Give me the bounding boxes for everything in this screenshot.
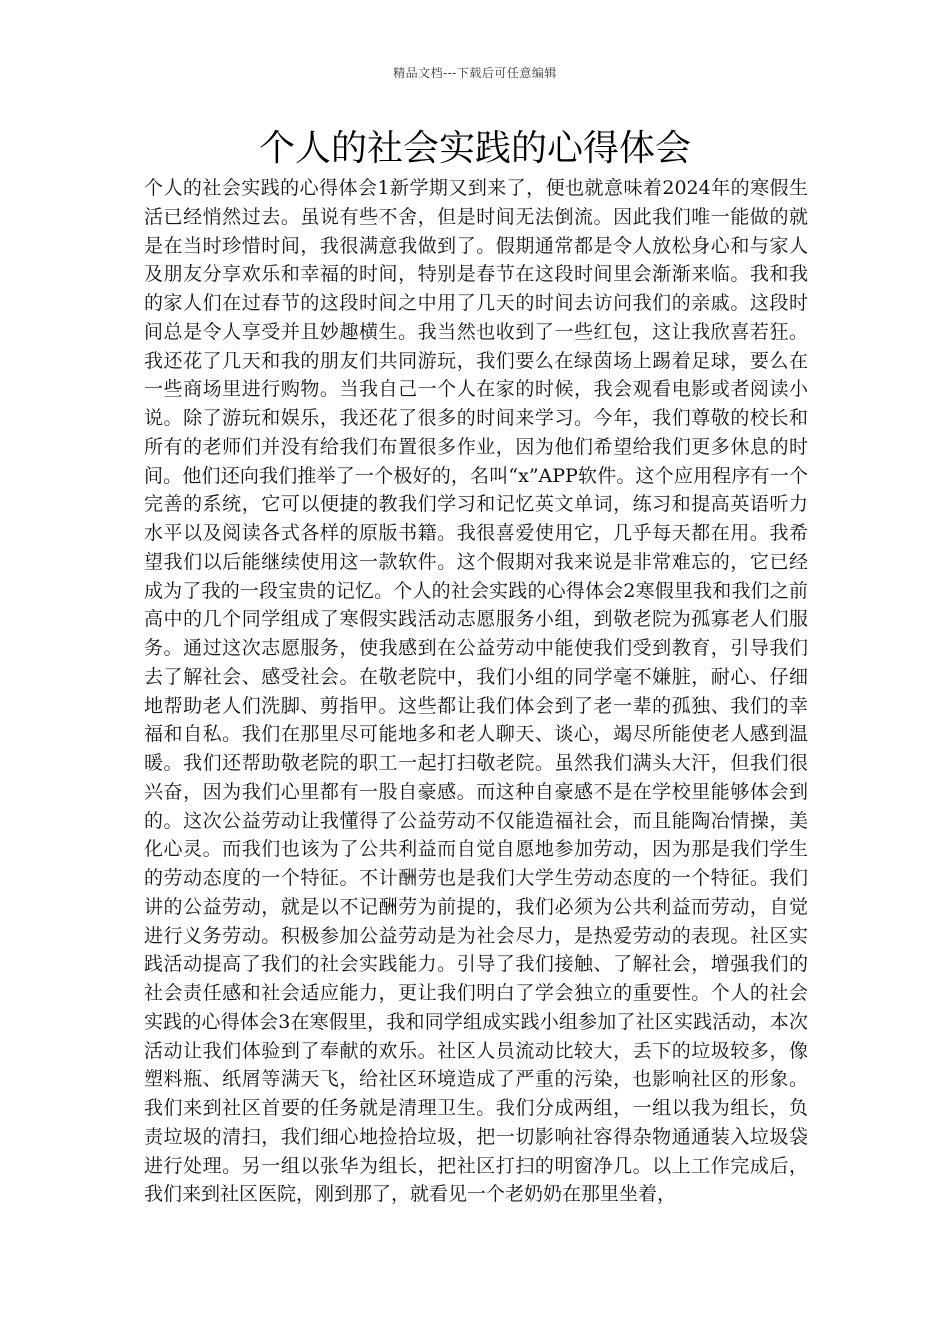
page-header-note: 精品文档---下载后可任意编辑 <box>393 66 557 80</box>
document-title: 个人的社会实践的心得体会 <box>258 128 691 169</box>
document-body-text: 个人的社会实践的心得体会1新学期又到来了，便也就意味着2024年的寒假生活已经悄然过去。虽说有些不舍，但是时间无法倒流。因此我们唯一能做的就是在当时珍惜时间，我很满意我做到了。假期通常都是令人放松身心和与家人及朋友分享欢乐和幸福的时间，特别是春节在这段时间里会渐渐来临。我和我的家人们在过春节的这段时间之中用了几天的时间去访问我们的亲戚。这段时间总是令人享受并且妙趣横生。我当然也收到了一些红包，这让我欣喜若狂。我还花了几天和我的朋友们共同游玩，我们要么在绿茵场上踢着足球，要么在一些商场里进行购物。当我自己一个人在家的时候，我会观看电影或者阅读小说。除了游玩和娱乐，我还花了很多的时间来学习。今年，我们尊敬的校长和所有的老师们并没有给我们布置很多作业，因为他们希望给我们更多休息的时间。他们还向我们推举了一个极好的，名叫“x”APP软件。这个应用程序有一个完善的系统，它可以便捷的教我们学习和记忆英文单词，练习和提高英语听力水平以及阅读各式各样的原版书籍。我很喜爱使用它，几乎每天都在用。我希望我们以后能继续使用这一款软件。这个假期对我来说是非常难忘的，它已经成为了我的一段宝贵的记忆。个人的社会实践的心得体会2寒假里我和我们之前高中的几个同学组成了寒假实践活动志愿服务小组，到敬老院为孤寡老人们服务。通过这次志愿服务，使我感到在公益劳动中能使我们受到教育，引导我们去了解社会、感受社会。在敬老院中，我们小组的同学毫不嫌脏，耐心、仔细地帮助老人们洗脚、剪指甲。这些都让我们体会到了老一辈的孤独、我们的幸福和自私。我们在那里尽可能地多和老人聊天、谈心，竭尽所能使老人感到温暖。我们还帮助敬老院的职工一起打扫敬老院。虽然我们满头大汗，但我们很兴奋，因为我们心里都有一股自豪感。而这种自豪感不是在学校里能够体会到的。这次公益劳动让我懂得了公益劳动不仅能造福社会，而且能陶冶情操，美化心灵。而我们也该为了公共利益而自觉自愿地参加劳动，因为那是我们学生的劳动态度的一个特征。不计酬劳也是我们大学生劳动态度的一个特征。我们讲的公益劳动，就是以不记酬劳为前提的，我们必须为公共利益而劳动，自觉进行义务劳动。积极参加公益劳动是为社会尽力，是热爱劳动的表现。社区实践活动提高了我们的社会实践能力。引导了我们接触、了解社会，增强我们的社会责任感和社会适应能力，更让我们明白了学会独立的重要性。个人的社会实践的心得体会3在寒假里，我和同学组成实践小组参加了社区实践活动，本次活动让我们体验到了奉献的欢乐。社区人员流动比较大，丢下的垃圾较多，像塑料瓶、纸屑等满天飞，给社区环境造成了严重的污染，也影响社区的形象。我们来到社区首要的任务就是清理卫生。我们分成两组，一组以我为组长，负责垃圾的清扫，我们细心地捡拾垃圾，把一切影响社容得杂物通通装入垃圾袋进行处理。另一组以张华为组长，把社区打扫的明窗净几。以上工作完成后，我们来到社区医院，刚到那了，就看见一个老奶奶在那里坐着， <box>144 177 808 1206</box>
